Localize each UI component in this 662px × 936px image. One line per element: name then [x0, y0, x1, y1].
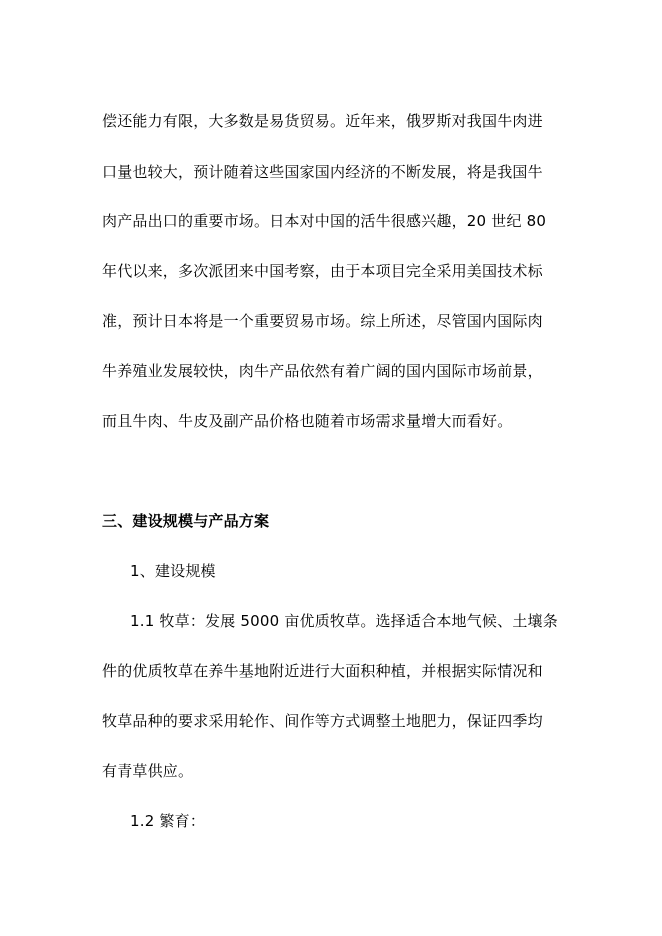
item-line: 牧草品种的要求采用轮作、间作等方式调整土地肥力，保证四季均	[102, 712, 543, 730]
item-heading: 1.2 繁育：	[130, 812, 206, 830]
paragraph-line: 而且牛肉、牛皮及副产品价格也随着市场需求量增大而看好。	[102, 412, 513, 430]
item-line: 件的优质牧草在养牛基地附近进行大面积种植，并根据实际情况和	[102, 662, 543, 680]
section-heading: 三、建设规模与产品方案	[102, 512, 270, 530]
paragraph-line: 年代以来，多次派团来中国考察，由于本项目完全采用美国技术标	[102, 262, 543, 280]
paragraph-line: 牛养殖业发展较快，肉牛产品依然有着广阔的国内国际市场前景，	[102, 362, 543, 380]
paragraph-line: 准，预计日本将是一个重要贸易市场。综上所述，尽管国内国际肉	[102, 312, 543, 330]
paragraph-line: 肉产品出口的重要市场。日本对中国的活牛很感兴趣，20 世纪 80	[102, 212, 547, 230]
item-line: 有青草供应。	[102, 762, 194, 780]
paragraph-line: 偿还能力有限，大多数是易货贸易。近年来，俄罗斯对我国牛肉进	[102, 112, 543, 130]
subsection-heading: 1、建设规模	[130, 562, 216, 580]
item-line: 1.1 牧草：发展 5000 亩优质牧草。选择适合本地气候、土壤条	[130, 612, 558, 630]
paragraph-line: 口量也较大，预计随着这些国家国内经济的不断发展，将是我国牛	[102, 163, 543, 181]
